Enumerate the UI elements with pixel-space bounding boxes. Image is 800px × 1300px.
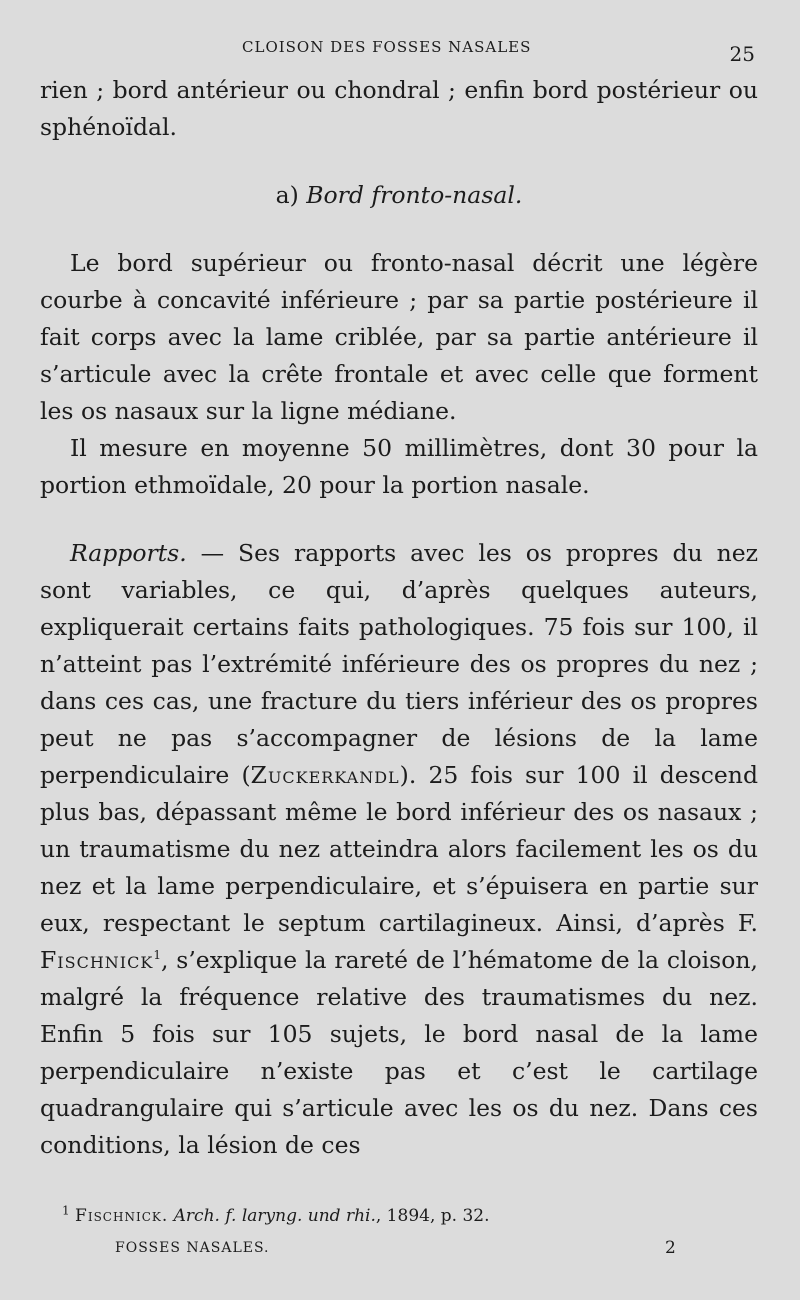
footnote-mark: 1: [62, 1203, 70, 1218]
rapports-lead: Rapports.: [70, 539, 187, 567]
paragraph-description: Le bord supérieur ou fronto-nasal décrit une légère courbe à concavité inférieure ; par sa partie postérieure il fait corps avec la lame criblée, par sa partie antérieure il s’articule avec la crête frontale et avec celle que forment les os nasaux sur la ligne médiane.: [40, 249, 758, 425]
running-title: CLOISON DES FOSSES NASALES: [242, 38, 532, 56]
footnote-reference: 1: [153, 948, 161, 963]
page-footer: [0, 1240, 800, 1264]
page-number: 25: [729, 42, 755, 66]
paragraph-gap: [40, 504, 758, 535]
paragraph-measure: Il mesure en moyenne 50 millimètres, dont 30 pour la portion ethmoïdale, 20 pour la portion nasale.: [40, 434, 758, 499]
section-label: a): [275, 181, 299, 209]
section-title: Bord fronto-nasal.: [306, 181, 523, 209]
footnote: [62, 1203, 490, 1226]
footnote-source: Arch. f. laryng. und rhi.: [173, 1206, 376, 1226]
signature-number: 2: [665, 1238, 676, 1258]
footer-title: FOSSES NASALES.: [115, 1240, 270, 1256]
body-text: [40, 72, 758, 1164]
paragraph-continuation: rien ; bord antérieur ou chondral ; enfin bord postérieur ou sphénoïdal.: [40, 76, 758, 141]
footnote-detail: , 1894, p. 32.: [375, 1206, 490, 1226]
paragraph-rapports: [40, 535, 758, 1164]
author-zuckerkandl: Zuckerkandl: [250, 761, 400, 789]
author-fischnick: Fischnick: [40, 946, 154, 974]
rapports-text-b: ). 25 fois sur 100 il descend plus bas, dépassant même le bord inférieur des os nasaux ; un traumatisme du nez atteindra alors facilement les os du nez et la lame perpendiculaire, et s’épuisera en partie sur eux, respectant le septum cartilagineux. Ainsi, d’après F.: [40, 761, 758, 937]
running-head: [0, 38, 800, 66]
footnote-author: Fischnick.: [75, 1206, 169, 1226]
rapports-text-c: , s’explique la rareté de l’hématome de la cloison, malgré la fréquence relative des traumatismes du nez. Enfin 5 fois sur 105 sujets, le bord nasal de la lame perpendiculaire n’existe pas et c’est le cartilage quadrangulaire qui s’articule avec les os du nez. Dans ces conditions, la lésion de ces: [40, 946, 758, 1159]
rapports-text-a: — Ses rapports avec les os propres du nez sont variables, ce qui, d’après quelques auteurs, expliquerait certains faits pathologiques. 75 fois sur 100, il n’atteint pas l’extrémité inférieure des os propres du nez ; dans ces cas, une fracture du tiers inférieur des os propres peut ne pas s’accompagner de lésions de la lame perpendiculaire (: [40, 539, 758, 789]
section-heading: [40, 177, 758, 214]
